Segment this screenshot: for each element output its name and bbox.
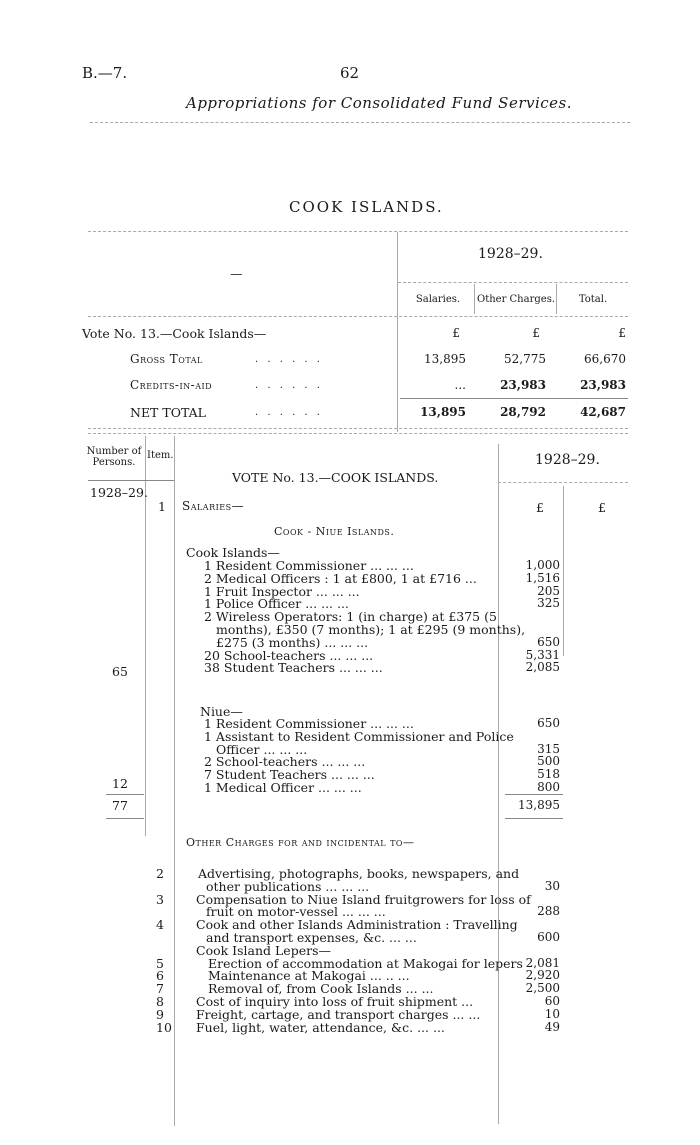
salaries-total-rule-bottom: [505, 818, 563, 819]
line-text: other publications ... ... ...: [206, 878, 370, 894]
line-amount: 10: [544, 1006, 560, 1021]
row-total: 23,983: [580, 378, 626, 392]
item-col-divider: [174, 436, 175, 1126]
line-amount: 650: [537, 634, 560, 649]
col-other-charges: Other Charges.: [477, 294, 555, 305]
currency-salaries: £: [452, 326, 460, 340]
currency-detail-2: £: [598, 500, 606, 515]
line-amount: 2,085: [525, 660, 560, 675]
item-number: 4: [156, 917, 164, 933]
summary-col-divider: [556, 284, 557, 314]
document-code: B.—7.: [82, 64, 128, 82]
summary-col-divider: [474, 284, 475, 314]
summary-header-rule: [88, 316, 628, 317]
summary-bottom-rule: [88, 428, 628, 429]
currency-detail-1: £: [536, 500, 544, 515]
summary-col-divider: [397, 232, 398, 432]
row-salaries: ...: [454, 378, 466, 392]
line-amount: 325: [537, 596, 560, 611]
row-label: Gross Total: [130, 352, 203, 366]
line-text: Compensation to Niue Island fruitgrowers for loss of: [196, 891, 531, 907]
page-title: COOK ISLANDS.: [289, 198, 444, 216]
persons-year: 1928–29.: [90, 485, 148, 500]
detail-top-rule: [88, 433, 628, 434]
item-number: 8: [156, 994, 164, 1009]
line-amount: 500: [537, 754, 560, 769]
line-text: £275 (3 months) ... ... ...: [216, 634, 369, 650]
cook-niue-heading: Cook - Niue Islands.: [274, 525, 395, 538]
row-label: Credits-in-aid: [130, 378, 213, 392]
line-amount: 1,516: [525, 570, 560, 585]
line-text: 1 Resident Commissioner ... ... ...: [204, 716, 414, 731]
salaries-total-rule: [505, 794, 563, 795]
line-amount: 600: [537, 930, 560, 944]
amount-col-divider: [498, 444, 499, 1124]
line-amount: 315: [537, 741, 560, 756]
summary-blank-header: —: [230, 266, 243, 281]
salaries-heading: Salaries—: [182, 499, 245, 513]
item-number: 6: [156, 968, 164, 984]
line-text: Freight, cartage, and transport charges ... ...: [196, 1006, 481, 1022]
cook-persons: 65: [112, 664, 128, 679]
line-text: Cook Island Lepers—: [196, 942, 331, 958]
salaries-total: 13,895: [518, 798, 560, 812]
line-text: 2 Medical Officers : 1 at £800, 1 at £716 ...: [204, 570, 477, 586]
detail-year: 1928–29.: [535, 452, 600, 468]
item-number: 7: [156, 981, 164, 997]
page-number: 62: [340, 64, 360, 82]
niue-heading: Niue—: [200, 704, 243, 719]
line-amount: 518: [537, 767, 560, 782]
line-text: Cost of inquiry into loss of fruit shipment ...: [196, 994, 474, 1009]
line-amount: 30: [544, 878, 560, 893]
total-persons: 77: [112, 798, 128, 813]
line-text: 38 Student Teachers ... ... ...: [204, 660, 383, 676]
line-text: 20 School-teachers ... ... ...: [204, 647, 374, 663]
line-text: Officer ... ... ...: [216, 741, 308, 757]
detail-year-rule: [498, 482, 628, 483]
row-salaries: 13,895: [424, 352, 466, 366]
amount-subcol-divider: [563, 486, 564, 656]
row-other: 23,983: [500, 378, 546, 392]
row-dots: . . . . . .: [255, 407, 323, 418]
header-divider: [90, 122, 630, 123]
line-text: Advertising, photographs, books, newspapers, and: [198, 866, 520, 881]
row-other: 28,792: [500, 405, 546, 419]
persons-header-rule: [88, 480, 174, 481]
line-text: 2 School-teachers ... ... ...: [204, 754, 366, 770]
line-amount: 650: [537, 716, 560, 730]
line-text: and transport expenses, &c. ... ...: [206, 930, 417, 945]
cook-islands-heading: Cook Islands—: [186, 545, 280, 560]
net-total-rule: [400, 398, 628, 399]
summary-year-rule: [398, 282, 628, 283]
line-text: fruit on motor-vessel ... ... ...: [206, 904, 386, 920]
line-text: 1 Assistant to Resident Commissioner and Police: [204, 728, 514, 744]
currency-total: £: [618, 326, 626, 340]
line-amount: 288: [537, 904, 560, 919]
col-item: Item.: [147, 450, 174, 461]
persons-total-rule: [106, 794, 144, 795]
line-amount: 60: [544, 994, 560, 1008]
persons-total-rule-bottom: [106, 818, 144, 819]
niue-persons: 12: [112, 776, 128, 791]
item-number: 3: [156, 891, 164, 907]
currency-other: £: [532, 326, 540, 340]
line-text: Removal of, from Cook Islands ... ...: [208, 981, 434, 997]
line-text: months), £350 (7 months); 1 at £295 (9 months),: [216, 622, 526, 637]
item-number: 10: [156, 1019, 172, 1035]
col-number-persons: Number of Persons.: [86, 446, 142, 468]
line-amount: 5,331: [525, 647, 560, 662]
row-label: NET TOTAL: [130, 405, 206, 420]
line-text: 1 Medical Officer ... ... ...: [204, 780, 362, 795]
item-number: 9: [156, 1006, 164, 1022]
line-amount: 800: [537, 780, 560, 794]
line-amount: 2,500: [525, 981, 560, 996]
page-subtitle: Appropriations for Consolidated Fund Services.: [186, 94, 573, 112]
row-dots: . . . . . .: [255, 380, 323, 391]
line-text: 2 Wireless Operators: 1 (in charge) at £375 (5: [204, 609, 497, 625]
other-charges-heading: Other Charges for and incidental to—: [186, 836, 415, 849]
salaries-item-number: 1: [158, 499, 166, 514]
col-salaries: Salaries.: [415, 294, 461, 305]
line-amount: 2,920: [525, 968, 560, 983]
row-salaries: 13,895: [420, 405, 466, 419]
line-amount: 205: [537, 583, 560, 598]
row-other: 52,775: [504, 352, 546, 366]
line-amount: 49: [544, 1019, 560, 1034]
row-dots: . . . . . .: [255, 354, 323, 365]
line-text: 1 Fruit Inspector ... ... ...: [204, 583, 360, 599]
line-text: 1 Resident Commissioner ... ... ...: [204, 558, 414, 573]
row-total: 42,687: [580, 405, 626, 419]
vote-title: VOTE No. 13.—COOK ISLANDS.: [232, 470, 439, 485]
item-number: 5: [156, 955, 164, 971]
item-number: 2: [156, 866, 164, 881]
line-amount: 1,000: [525, 558, 560, 572]
summary-year: 1928–29.: [478, 246, 543, 262]
line-text: 1 Police Officer ... ... ...: [204, 596, 349, 612]
line-text: Fuel, light, water, attendance, &c. ... ...: [196, 1019, 445, 1035]
line-text: Cook and other Islands Administration : Travelling: [196, 917, 518, 933]
vote-label: Vote No. 13.—Cook Islands—: [82, 326, 267, 341]
summary-top-rule: [88, 231, 628, 232]
line-text: Erection of accommodation at Makogai for lepers: [208, 955, 523, 971]
line-amount: 2,081: [525, 955, 560, 970]
line-text: 7 Student Teachers ... ... ...: [204, 767, 375, 783]
line-text: Maintenance at Makogai ... .. ...: [208, 968, 410, 984]
row-total: 66,670: [584, 352, 626, 366]
col-total: Total.: [578, 294, 608, 305]
